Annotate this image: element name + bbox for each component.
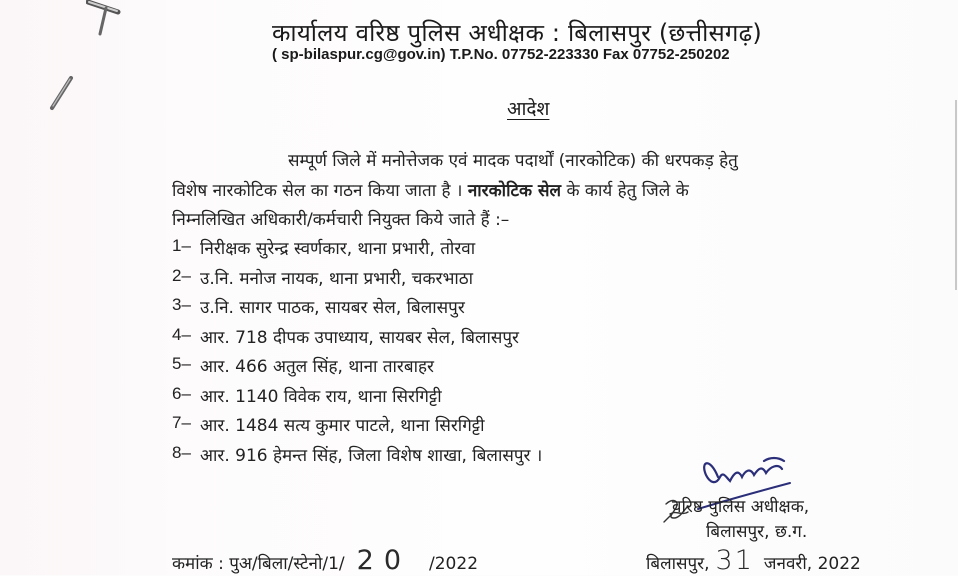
- order-date: [646, 545, 861, 576]
- date-day-handwritten: 31: [715, 545, 754, 576]
- paragraph-text: विशेष नारकोटिक सेल का गठन किया जाता है ।: [172, 181, 463, 201]
- item-text: आर. 718 दीपक उपाध्याय, सायबर सेल, बिलासपुर: [200, 327, 520, 348]
- item-number: 4–: [172, 324, 191, 344]
- office-contact: ( sp-bilaspur.cg@gov.in) T.P.No. 07752-223330 Fax 07752-250202: [272, 46, 730, 63]
- date-place: बिलासपुर,: [646, 554, 710, 574]
- list-item: [172, 236, 542, 266]
- item-number: 7–: [172, 413, 191, 432]
- item-text: निरीक्षक सुरेन्द्र स्वर्णकार, थाना प्रभारी, तोरवा: [200, 239, 476, 259]
- narcotic-cell-emphasis: नारकोटिक सेल: [467, 181, 562, 201]
- push-pin-icon: [86, 0, 128, 40]
- ref-number-handwritten: 20: [356, 545, 412, 576]
- item-text: आर. 916 हेमन्त सिंह, जिला विशेष शाखा, बिलासपुर ।: [200, 445, 543, 466]
- ref-suffix: /2022: [429, 554, 479, 574]
- list-item: [172, 443, 542, 473]
- order-paragraph-line-1: सम्पूर्ण जिले में मनोत्तेजक एवं मादक पदार्थों (नारकोटिक) की धरपकड़ हेतु: [288, 151, 738, 171]
- office-title: कार्यालय वरिष्ठ पुलिस अधीक्षक : बिलासपुर (छत्तीसगढ़): [272, 19, 762, 47]
- list-item: [172, 354, 542, 384]
- reference-number: [172, 545, 478, 576]
- item-number: 3–: [172, 295, 191, 314]
- item-text: आर. 1140 विवेक राय, थाना सिरगिट्टी: [200, 386, 442, 407]
- signatory-designation: वरिष्ठ पुलिस अधीक्षक,: [672, 497, 810, 517]
- paper-edge: [955, 100, 957, 290]
- item-text: उ.नि. मनोज नायक, थाना प्रभारी, चकरभाठा: [200, 268, 474, 289]
- order-paragraph-line-3: निम्नलिखित अधिकारी/कर्मचारी नियुक्त किये जाते हैं :–: [172, 210, 510, 230]
- item-text: आर. 1484 सत्य कुमार पाटले, थाना सिरगिट्टी: [200, 416, 485, 436]
- item-number: 5–: [172, 354, 191, 373]
- list-item: [172, 325, 542, 355]
- list-item: [172, 266, 542, 296]
- item-text: आर. 466 अतुल सिंह, थाना तारबाहर: [200, 357, 434, 377]
- item-number: 6–: [172, 383, 191, 403]
- list-item: [172, 295, 542, 325]
- order-heading: आदेश: [507, 98, 550, 120]
- ref-prefix: कमांक : पुअ/बिला/स्टेनो/1/: [172, 554, 345, 574]
- date-month-year: जनवरी, 2022: [763, 554, 861, 574]
- order-paragraph-line-2: [172, 178, 892, 201]
- item-number: 2–: [172, 265, 191, 285]
- pin-needle-icon: [46, 76, 76, 112]
- list-item: [172, 413, 542, 443]
- item-number: 8–: [172, 442, 191, 462]
- appointee-list: [172, 236, 542, 472]
- item-text: उ.नि. सागर पाठक, सायबर सेल, बिलासपुर: [200, 298, 465, 318]
- signatory-location: बिलासपुर, छ.ग.: [706, 522, 808, 542]
- list-item: [172, 384, 542, 414]
- paragraph-text: के कार्य हेतु जिले के: [566, 181, 689, 201]
- item-number: 1–: [172, 236, 191, 255]
